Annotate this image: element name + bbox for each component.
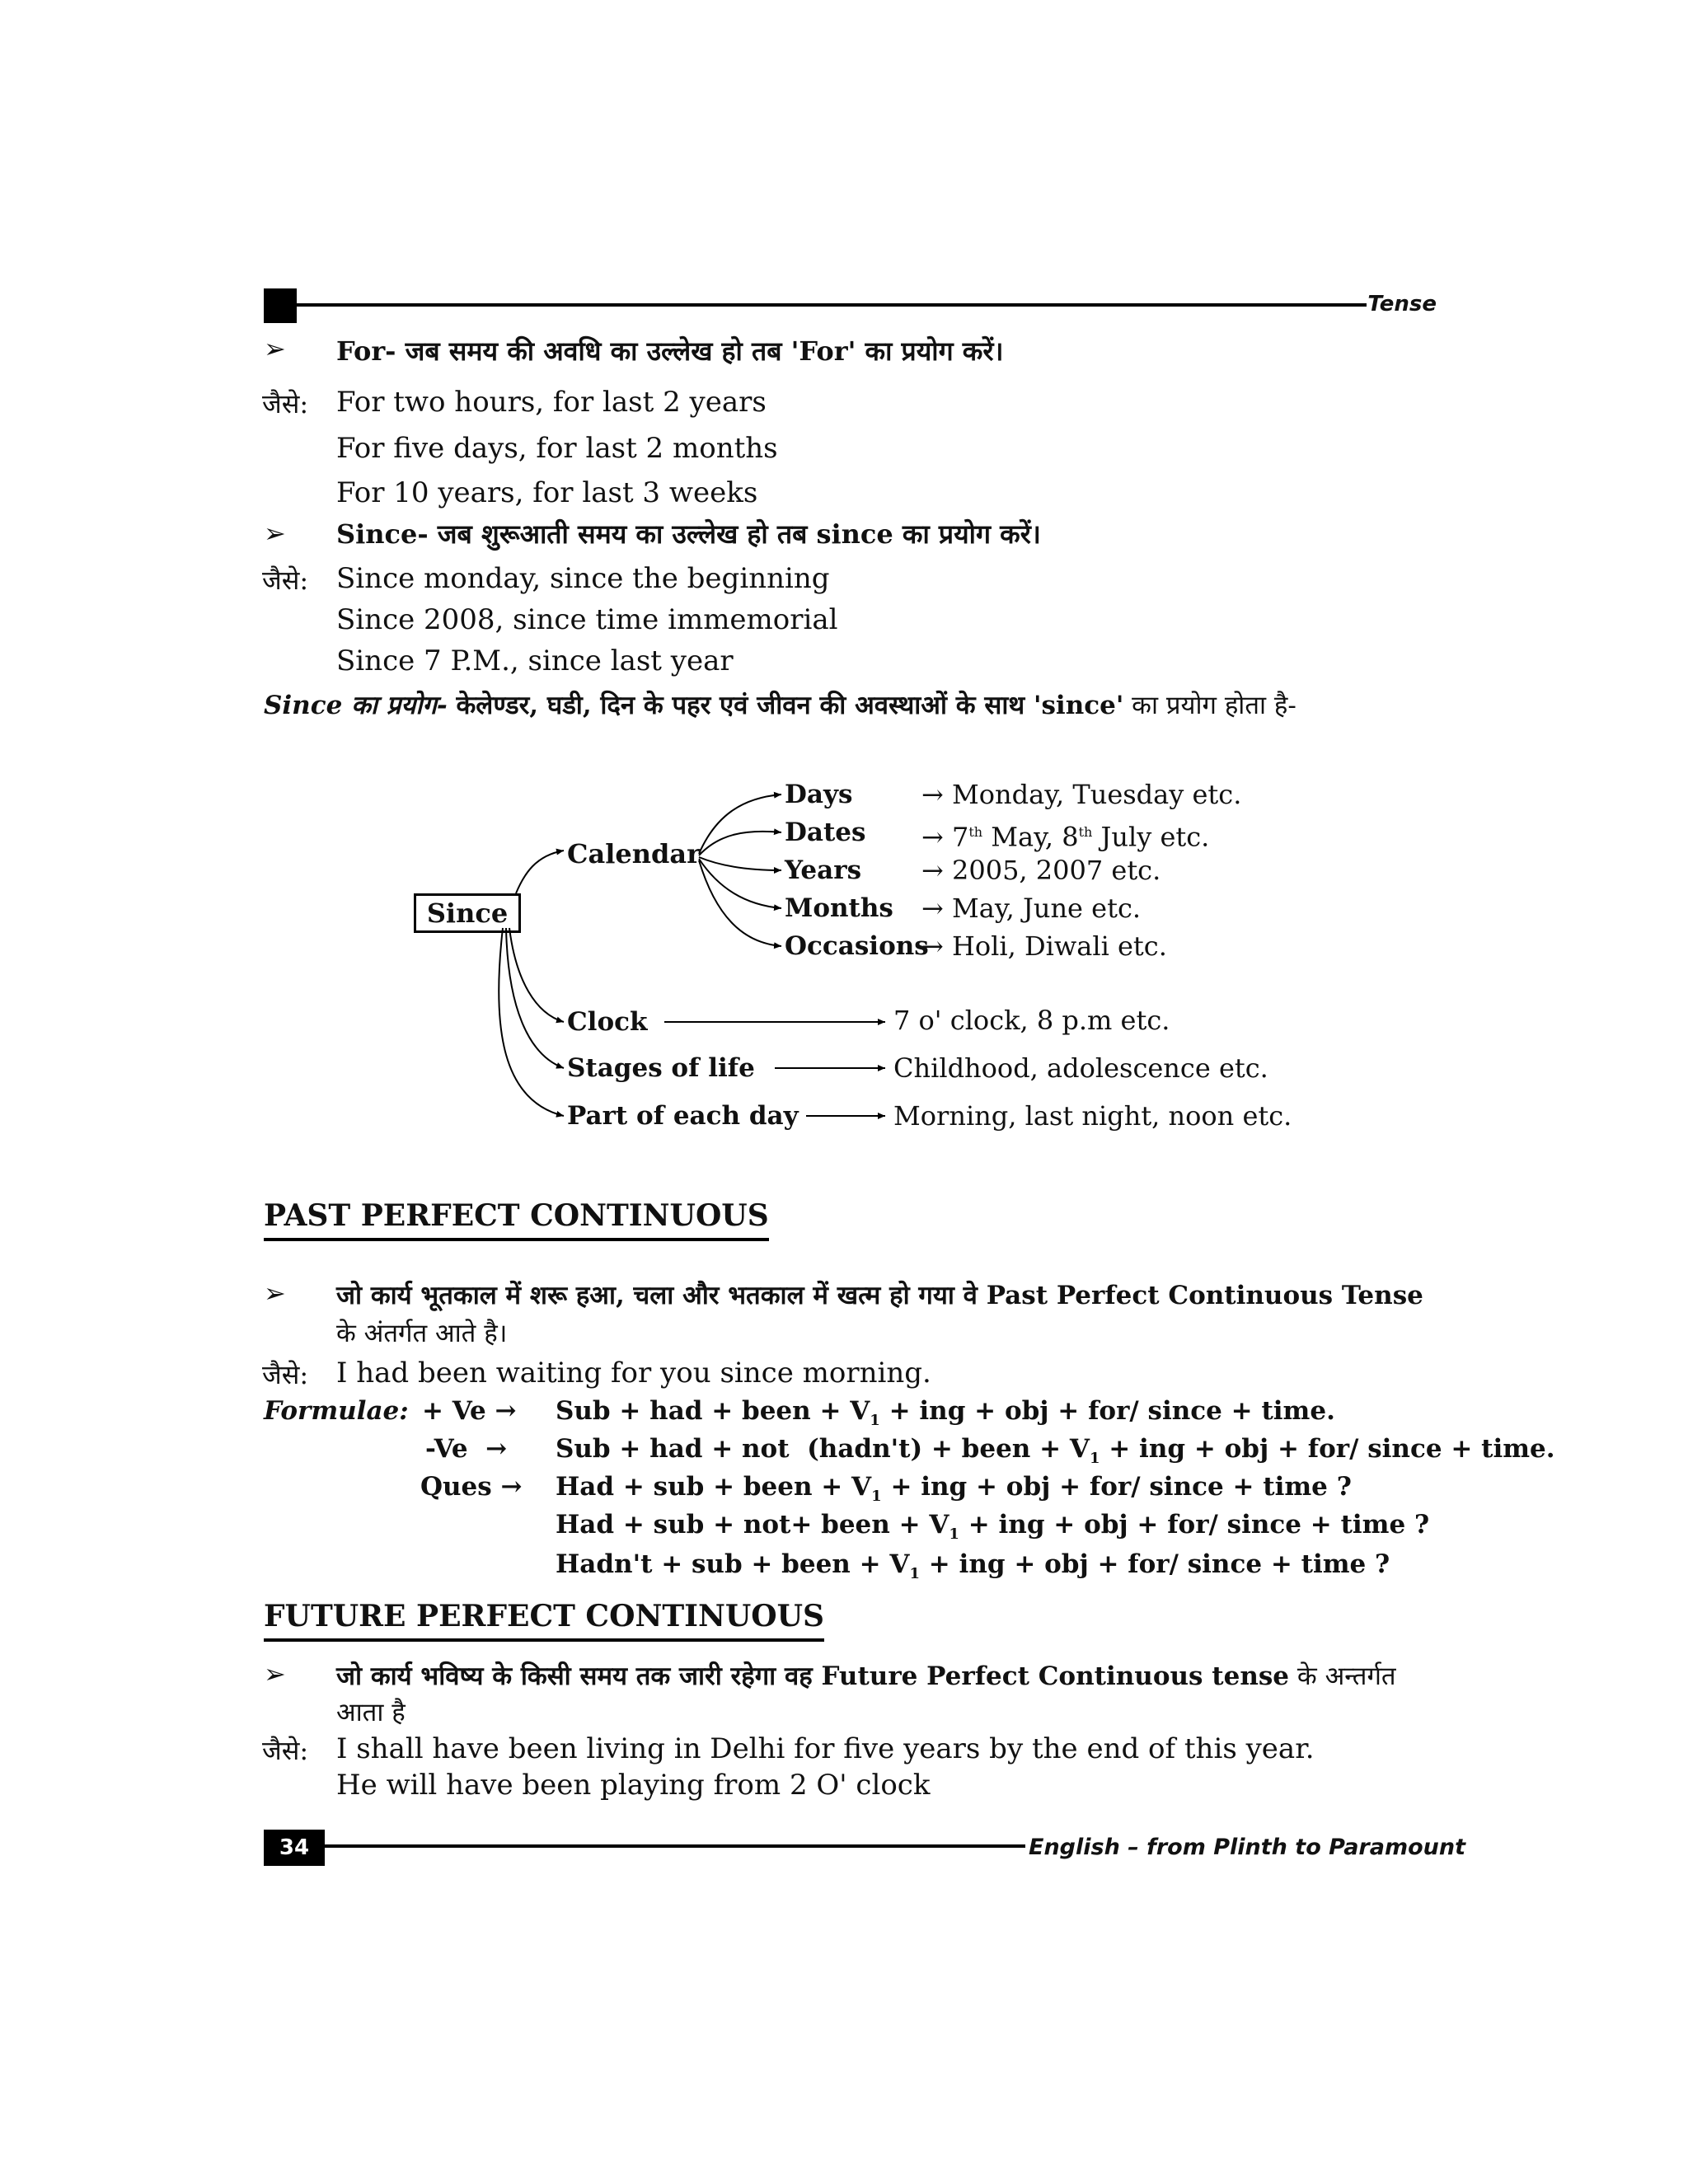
formula-sub: 1 bbox=[909, 1565, 920, 1583]
diagram-stages-example: Childhood, adolescence etc. bbox=[893, 1052, 1268, 1084]
formula-tag: + Ve → bbox=[422, 1396, 517, 1426]
diagram-clock-example: 7 o' clock, 8 p.m etc. bbox=[893, 1005, 1170, 1036]
formula-text: Sub + had + not (hadn't) + been + V bbox=[556, 1434, 1090, 1464]
for-example-line: For 10 years, for last 3 weeks bbox=[336, 476, 758, 509]
diagram-root-since: Since bbox=[414, 893, 521, 933]
formula-sub: 1 bbox=[1089, 1450, 1100, 1468]
calendar-item-name: Months bbox=[785, 893, 893, 923]
formula-text: Hadn't + sub + been + V bbox=[556, 1549, 910, 1579]
formula-text: Had + sub + not+ been + V bbox=[556, 1510, 950, 1540]
past-perfect-example: I had been waiting for you since morning. bbox=[336, 1357, 931, 1390]
calendar-item-example bbox=[921, 814, 1209, 855]
formula-text: + ing + obj + for/ since + time. bbox=[879, 1396, 1335, 1426]
dates-example-part: May, 8 bbox=[982, 821, 1079, 853]
past-perfect-rule-cont: के अंतर्गत आते है। bbox=[336, 1319, 508, 1348]
footer-rule bbox=[325, 1844, 1025, 1848]
calendar-item-name: Occasions bbox=[785, 931, 929, 961]
dates-example-sup: th bbox=[968, 824, 983, 840]
calendar-item-example: → Monday, Tuesday etc. bbox=[921, 779, 1242, 810]
future-perfect-rule-term: Future Perfect Continuous tense bbox=[821, 1661, 1290, 1691]
future-perfect-rule bbox=[336, 1658, 1396, 1694]
connector-since-calendar bbox=[516, 851, 564, 893]
diagram-part-of-day-example: Morning, last night, noon etc. bbox=[893, 1100, 1292, 1132]
diagram-node-clock: Clock bbox=[567, 1007, 648, 1037]
for-example-line: For five days, for last 2 months bbox=[336, 432, 778, 465]
formula-sub: 1 bbox=[870, 1412, 880, 1430]
future-perfect-example-label: जैसे: bbox=[262, 1735, 309, 1766]
formula-tag: Ques → bbox=[420, 1472, 523, 1502]
formulae-label: Formulae: bbox=[264, 1396, 409, 1426]
since-example-line: Since 7 P.M., since last year bbox=[336, 644, 734, 677]
calendar-item-name: Days bbox=[785, 780, 853, 809]
since-usage-term-inline: 'since' bbox=[1033, 691, 1124, 720]
future-perfect-rule-text: जो कार्य भविष्य के किसी समय तक जारी रहेगा वह bbox=[336, 1661, 822, 1691]
calendar-item-example: → Holi, Diwali etc. bbox=[921, 930, 1167, 962]
connector-calendar-months bbox=[699, 859, 781, 908]
connector-calendar-occasions bbox=[699, 860, 781, 946]
diagram-node-stages-of-life: Stages of life bbox=[567, 1053, 755, 1083]
formula-tag: -Ve → bbox=[425, 1434, 508, 1464]
formula-sub: 1 bbox=[871, 1488, 882, 1506]
past-perfect-rule bbox=[336, 1277, 1423, 1314]
since-example-line: Since monday, since the beginning bbox=[336, 562, 830, 595]
bullet-arrow-icon: ➢ bbox=[264, 1277, 286, 1309]
past-perfect-rule-text: जो कार्य भूतकाल में शरू हआ, चला और भतकाल में खत्म हो गया वे bbox=[336, 1281, 987, 1310]
connector-since-part-of-day bbox=[499, 928, 564, 1116]
past-perfect-rule-term: Past Perfect Continuous Tense bbox=[986, 1281, 1423, 1310]
since-rule-term: Since- bbox=[336, 518, 429, 550]
formula-text: Had + sub + been + V bbox=[556, 1472, 872, 1502]
diagram-node-calendar: Calendar bbox=[567, 838, 701, 869]
calendar-item-name: Dates bbox=[785, 818, 866, 847]
for-example-line: For two hours, for last 2 years bbox=[336, 386, 767, 419]
past-perfect-example-label: जैसे: bbox=[262, 1359, 309, 1390]
connector-calendar-years bbox=[699, 857, 781, 870]
bullet-arrow-icon: ➢ bbox=[264, 333, 286, 364]
since-example-line: Since 2008, since time immemorial bbox=[336, 603, 838, 636]
bullet-arrow-icon: ➢ bbox=[264, 518, 286, 549]
header-section-title: Tense bbox=[1367, 292, 1437, 316]
future-perfect-rule-cont: आता है bbox=[336, 1698, 406, 1727]
calendar-item-example: → 2005, 2007 etc. bbox=[921, 855, 1161, 886]
since-usage-term: Since का प्रयोग- bbox=[264, 691, 448, 720]
formula-text: + ing + obj + for/ since + time ? bbox=[959, 1510, 1430, 1540]
future-perfect-example: I shall have been living in Delhi for five years by the end of this year. bbox=[336, 1732, 1315, 1765]
section-heading-past-perfect: PAST PERFECT CONTINUOUS bbox=[264, 1198, 769, 1241]
formula-sub: 1 bbox=[949, 1526, 959, 1544]
dates-example-part: → 7 bbox=[921, 821, 969, 853]
for-rule-text: जब समय की अवधि का उल्लेख हो तब 'For' का प्रयोग करें। bbox=[396, 335, 1004, 367]
footer-page-number: 34 bbox=[264, 1830, 325, 1866]
formula-row bbox=[556, 1546, 1390, 1592]
connector-calendar-dates bbox=[699, 832, 781, 855]
since-rule-text: जब शुरूआती समय का उल्लेख हो तब bbox=[428, 518, 817, 550]
calendar-item-name: Years bbox=[785, 855, 862, 885]
section-heading-future-perfect: FUTURE PERFECT CONTINUOUS bbox=[264, 1599, 824, 1642]
since-example-label: जैसे: bbox=[262, 565, 309, 596]
calendar-item-example: → May, June etc. bbox=[921, 893, 1142, 924]
dates-example-sup: th bbox=[1078, 824, 1093, 840]
future-perfect-example: He will have been playing from 2 O' clock bbox=[336, 1769, 931, 1802]
diagram-node-part-of-each-day: Part of each day bbox=[567, 1101, 799, 1131]
formula-text: Sub + had + been + V bbox=[556, 1396, 870, 1426]
formula-text: + ing + obj + for/ since + time ? bbox=[881, 1472, 1352, 1502]
footer-book-title: English – from Plinth to Paramount bbox=[1029, 1835, 1465, 1860]
connector-since-stages bbox=[506, 928, 564, 1068]
future-perfect-rule-end: के अन्तर्गत bbox=[1289, 1661, 1396, 1691]
formula-text: + ing + obj + for/ since + time ? bbox=[920, 1549, 1390, 1579]
since-rule-text-end: का प्रयोग करें। bbox=[893, 518, 1041, 550]
since-usage-text-end: का प्रयोग होता है- bbox=[1123, 691, 1296, 720]
bullet-arrow-icon: ➢ bbox=[264, 1658, 286, 1690]
dates-example-part: July etc. bbox=[1092, 821, 1210, 853]
for-example-label: जैसे: bbox=[262, 388, 309, 419]
since-rule-term-inline: since bbox=[816, 518, 893, 550]
since-usage-text: केलेण्डर, घडी, दिन के पहर एवं जीवन की अवस्थाओं के साथ bbox=[447, 691, 1034, 720]
formula-text: + ing + obj + for/ since + time. bbox=[1100, 1434, 1555, 1464]
for-rule-term: For- bbox=[336, 335, 396, 367]
